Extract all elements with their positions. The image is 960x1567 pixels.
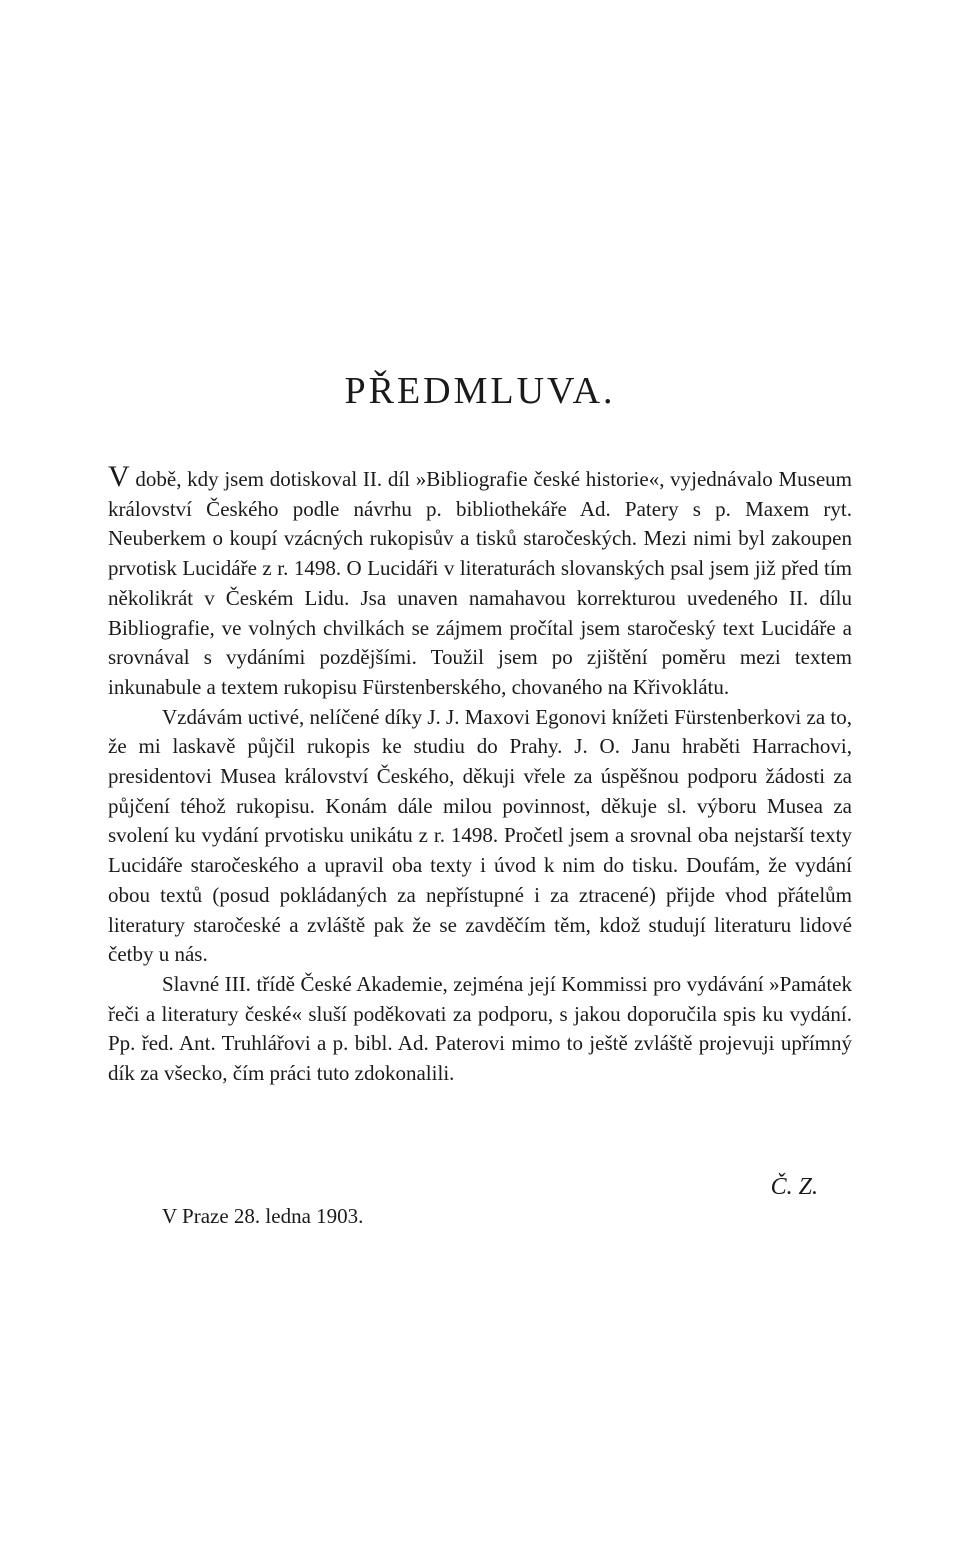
place-and-date: V Praze 28. ledna 1903. xyxy=(162,1204,364,1228)
paragraph-3: Slavné III. třídě České Akademie, zejména její Kommissi pro vydávání »Památek řeči a literatury české« sluší poděkovati za podporu, s jakou doporučila spis ku vydání. Pp. řed. Ant. Truhlářovi a p. bibl. Ad. Paterovi mimo to ještě zvláště projevuji upřímný dík za všecko, čím práci tuto zdokonalili. xyxy=(108,971,852,1086)
paragraph-1 xyxy=(108,462,852,703)
page-title: PŘEDMLUVA. xyxy=(344,370,616,412)
author-initials: Č. Z. xyxy=(770,1174,818,1200)
dropcap-letter: V xyxy=(108,460,130,493)
preface-body xyxy=(108,462,852,1089)
paragraph-1-text: době, kdy jsem dotiskoval II. díl »Bibliografie české historie«, vyjednávalo Museum království Českého podle návrhu p. bibliothekáře Ad. Patery s p. Maxem ryt. Neuberkem o koupí vzácných rukopisův a tisků staročeských. Mezi nimi byl zakoupen prvotisk Lucidáře z r. 1498. O Lucidáři v literaturách slovanských psal jsem již před tím několikrát v Českém Lidu. Jsa unaven namahavou korrekturou uvedeného II. dílu Bibliografie, ve volných chvilkách se zájmem pročítal jsem staročeský text Lucidáře a srovnával s vydáními pozdějšími. Toužil jsem po zjištění poměru mezi textem inkunabule a textem rukopisu Fürstenberského, chovaného na Křivoklátu. xyxy=(108,467,852,699)
paragraph-2: Vzdávám uctivé, nelíčené díky J. J. Maxovi Egonovi knížeti Fürstenberkovi za to, že mi laskavě půjčil rukopis ke studiu do Prahy. J. O. Janu hraběti Harrachovi, presidentovi Musea království Českého, děkuji vřele za úspěšnou podporu žádosti za půjčení téhož rukopisu. Konám dále milou povinnost, děkuje sl. výboru Musea za svolení ku vydání prvotisku unikátu z r. 1498. Pročetl jsem a srovnal oba nejstarší texty Lucidáře staročeského a upravil oba texty i úvod k nim do tisku. Doufám, že vydání obou textů (posud pokládaných za nepřístupné i za ztracené) přijde vhod přátelům literatury staročeské a zvláště pak že se zavděčím těm, kdož studují literaturu lidové četby u nás. xyxy=(108,704,852,967)
